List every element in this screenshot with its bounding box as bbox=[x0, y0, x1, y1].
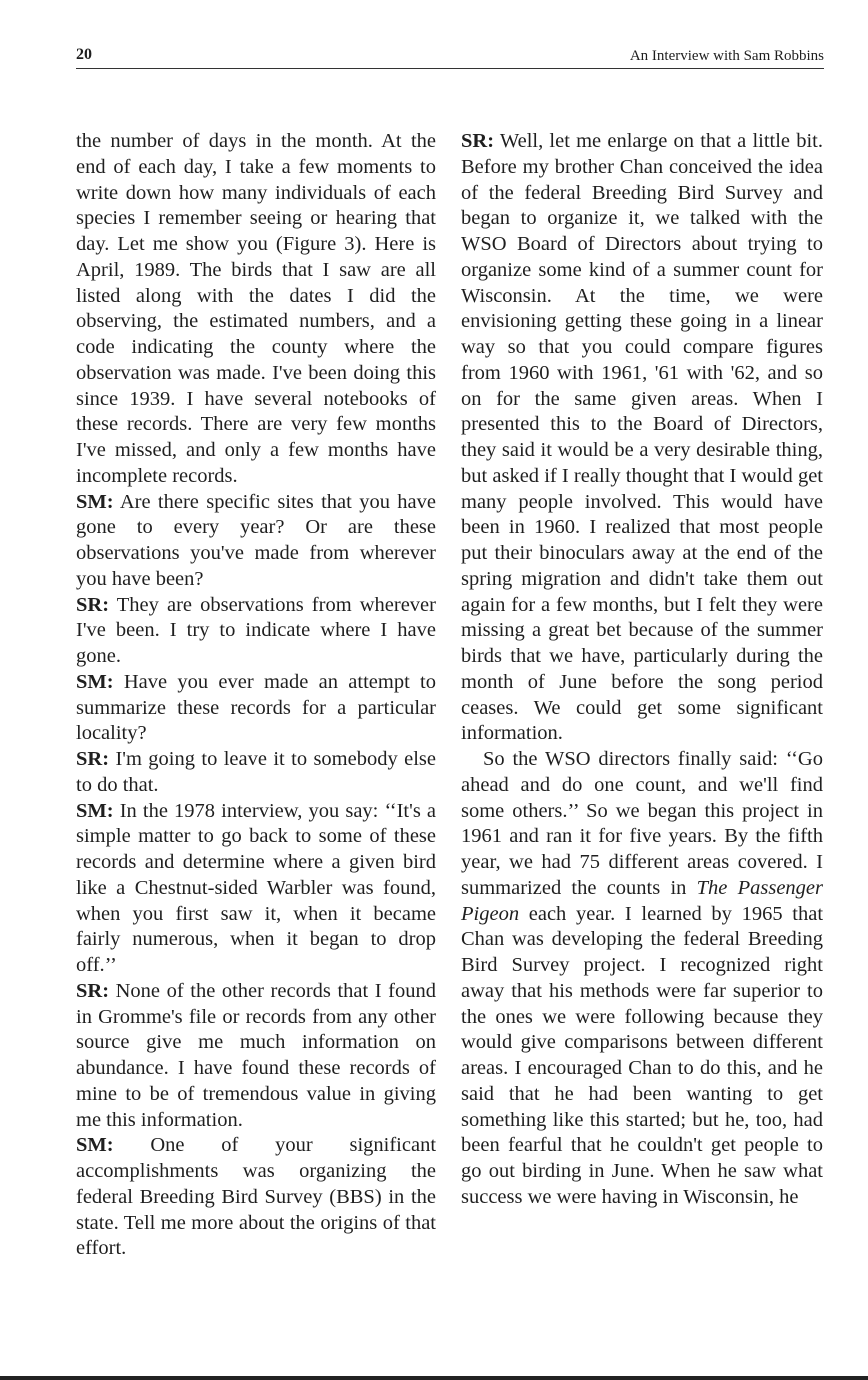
answer-text: I'm going to leave it to somebody else to do that. bbox=[76, 748, 436, 796]
question-sm bbox=[76, 1133, 436, 1262]
answer-sr bbox=[76, 979, 436, 1134]
bottom-edge-rule bbox=[0, 1376, 868, 1380]
speaker-label: SM: bbox=[76, 670, 114, 693]
publication-title: The Passenger Pigeon bbox=[461, 876, 824, 925]
paragraph bbox=[461, 747, 823, 1211]
answer-text: They are observations from wherever I've been. I try to indicate where I have gone. bbox=[76, 593, 436, 667]
answer-text: None of the other records that I found in Gromme's file or records from any other source give me much information on abundance. I have found these records of mine to be of tremendous value in giving me this information. bbox=[76, 979, 436, 1131]
question-sm bbox=[76, 670, 436, 747]
page-header bbox=[76, 46, 824, 69]
right-column bbox=[461, 129, 823, 1211]
page-number: 20 bbox=[76, 46, 92, 63]
speaker-label: SR: bbox=[461, 130, 495, 152]
question-sm bbox=[76, 799, 436, 979]
speaker-label: SM: bbox=[76, 490, 114, 513]
paragraph: the number of days in the month. At the end of each day, I take a few moments to write down how many individuals of each species I remember seeing or hearing that day. Let me show you (Figure 3). Here is April, 1989. The birds that I saw are all listed along with the dates I did the observing, the estimated numbers, and a code indicating the county where the observation was made. I've been doing this since 1939. I have several notebooks of these records. There are very few months I've missed, and only a few months have incomplete records. bbox=[76, 130, 436, 487]
running-title: An Interview with Sam Robbins bbox=[629, 48, 824, 64]
paragraph-text: So the WSO directors finally said: ‘‘Go ahead and do one count, and we'll find some others.’’ So we began this project in 1961 and ran it for five years. By the fifth year, we had 75 different areas covered. I summarized the counts in bbox=[461, 748, 823, 899]
question-text: In the 1978 interview, you say: ‘‘It's a simple matter to go back to some of these records and determine where a given bird like a Chestnut-sided Warbler was found, when you first saw it, when it became fairly numerous, when it began to drop off.’’ bbox=[76, 799, 437, 976]
answer-sr bbox=[461, 129, 823, 747]
answer-sr bbox=[76, 747, 436, 799]
question-sm bbox=[76, 490, 436, 593]
answer-sr bbox=[76, 593, 436, 670]
speaker-label: SM: bbox=[76, 799, 114, 822]
speaker-label: SR: bbox=[76, 593, 110, 616]
question-text: Are there specific sites that you have gone to every year? Or are these observations you've made from wherever you have been? bbox=[76, 490, 437, 590]
answer-text: Well, let me enlarge on that a little bit. Before my brother Chan conceived the idea of the federal Breeding Bird Survey and began to organize it, we talked with the WSO Board of Directors about trying to organize some kind of a summer count for Wisconsin. At the time, we were envisioning getting these going in a linear way so that you could compare figures from 1960 with 1961, '61 with '62, and so on for the same given areas. When I presented this to the Board of Directors, they said it would be a very desirable thing, but asked if I really thought that I would get many people involved. This would have been in 1960. I realized that most people put their binoculars away at the end of the spring migration and didn't take them out again for a few months, but I felt they were missing a great bet because of the summer birds that we have, particularly during the month of June before the song period ceases. We could get some significant information. bbox=[461, 130, 823, 745]
question-text: One of your significant accomplishments was organizing the federal Breeding Bird Survey (BBS) in the state. Tell me more about the origins of that effort. bbox=[76, 1134, 437, 1260]
left-column bbox=[76, 129, 436, 1262]
speaker-label: SR: bbox=[76, 979, 110, 1002]
paragraph-text: each year. I learned by 1965 that Chan was developing the federal Breeding Bird Survey project. I recognized right away that his methods were far superior to the ones we were following because they would give comparisons between different areas. I encouraged Chan to do this, and he said that he had been wanting to get something like this started; but he, too, had been fearful that he couldn't get people to go out birding in June. When he saw what success we were having in Wisconsin, he bbox=[461, 902, 824, 1208]
question-text: Have you ever made an attempt to summarize these records for a particular locality? bbox=[76, 670, 436, 745]
speaker-label: SR: bbox=[76, 748, 110, 770]
speaker-label: SM: bbox=[76, 1134, 114, 1157]
